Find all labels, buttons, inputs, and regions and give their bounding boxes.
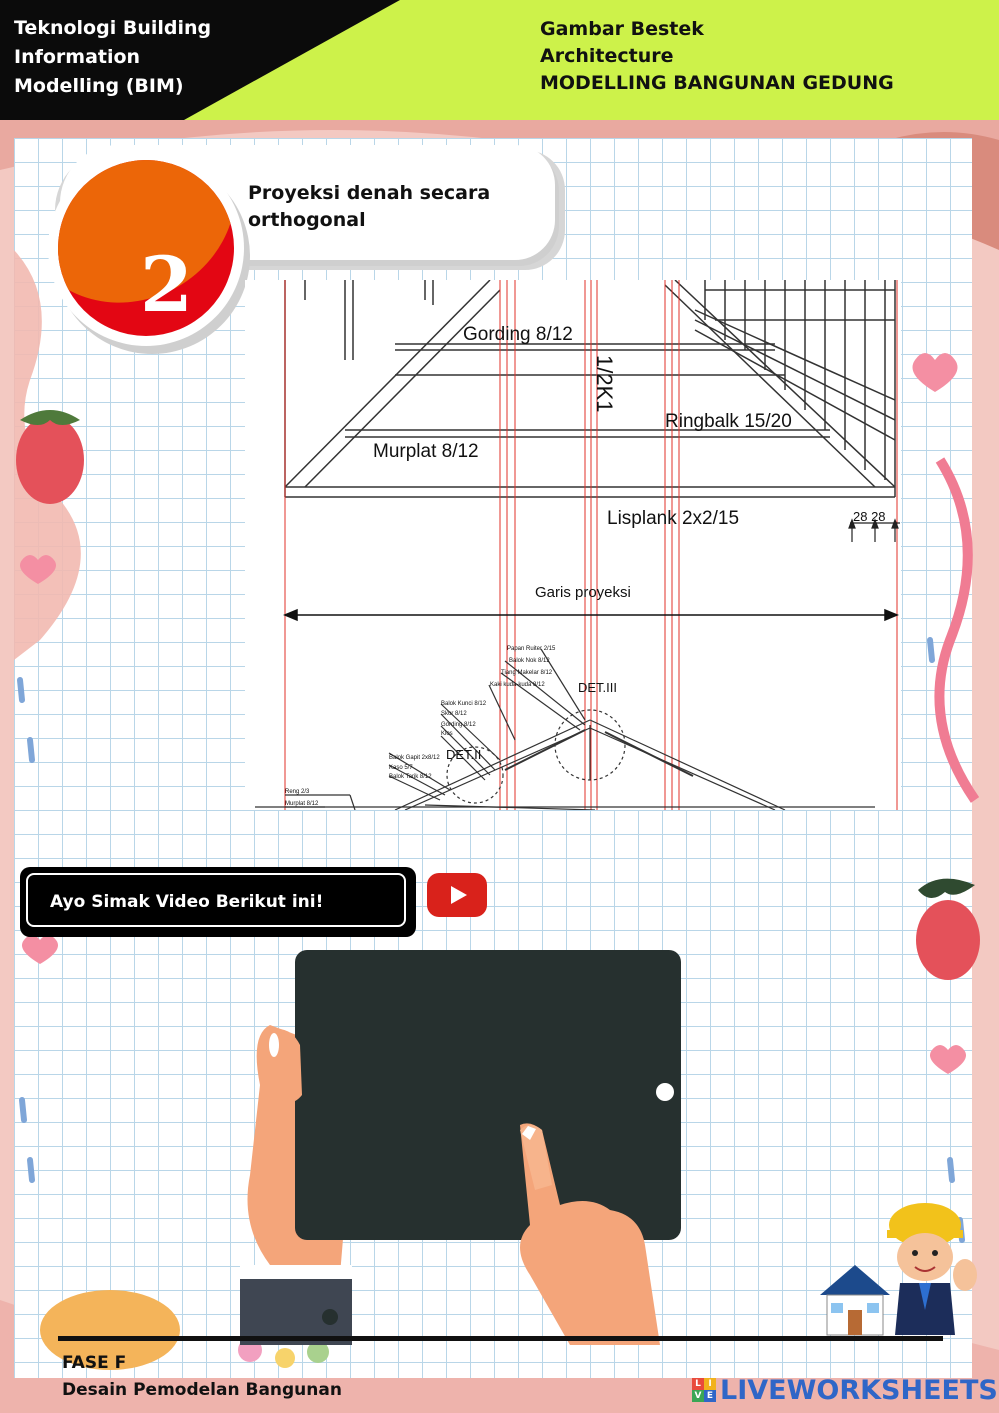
header-right-title xyxy=(540,16,894,97)
tablet-illustration xyxy=(230,945,700,1345)
house-window xyxy=(831,1303,843,1313)
label-det-3: DET.III xyxy=(578,680,618,695)
youtube-play-icon xyxy=(451,886,467,904)
footer-subject: Desain Pemodelan Bangunan xyxy=(62,1380,342,1400)
header-right-line: Gambar Bestek xyxy=(540,18,704,40)
label-dimension: 28 28 xyxy=(853,509,886,524)
logo-letter: E xyxy=(704,1390,716,1402)
footer-text xyxy=(62,1350,342,1404)
header-right-line: Architecture xyxy=(540,45,674,67)
section-title-line: orthogonal xyxy=(248,209,366,231)
truss-section xyxy=(255,649,875,810)
roof-plan-lines xyxy=(285,280,895,497)
video-prompt-text: Ayo Simak Video Berikut ini! xyxy=(26,873,406,927)
label-det-2: DET.II xyxy=(446,747,482,762)
label-murplat: Murplat 8/12 xyxy=(373,441,479,462)
orthogonal-projection-drawing xyxy=(245,280,901,810)
thumbs-up-icon xyxy=(953,1259,977,1291)
header-left-title xyxy=(14,14,211,101)
cuff-button xyxy=(322,1309,338,1325)
header-left-line: Teknologi Building xyxy=(14,17,212,39)
small-label: Skor 8/12 xyxy=(441,711,467,717)
small-label: Klos xyxy=(441,731,453,737)
video-player-tablet[interactable] xyxy=(230,945,700,1345)
house-roof xyxy=(820,1265,890,1295)
footer-phase: FASE F xyxy=(62,1353,127,1373)
small-label: Murplat 8/12 xyxy=(285,801,319,807)
label-ringbalk: Ringbalk 15/20 xyxy=(665,411,792,432)
small-label: Balok Tarik 8/12 xyxy=(389,774,432,780)
tablet-home-button[interactable] xyxy=(656,1083,674,1101)
liveworksheets-wordmark: LIVEWORKSHEETS xyxy=(720,1374,998,1406)
house-door xyxy=(848,1310,862,1335)
section-number: 2 xyxy=(140,240,193,329)
left-cuff xyxy=(240,1265,352,1279)
left-sleeve xyxy=(240,1275,352,1345)
header-banner xyxy=(0,0,999,120)
section-title xyxy=(248,180,538,234)
small-label: Balok Nok 8/12 xyxy=(509,658,550,664)
logo-letter: I xyxy=(704,1378,716,1390)
mascot-face xyxy=(897,1233,953,1281)
video-prompt-label xyxy=(20,867,416,937)
section-title-line: Proyeksi denah secara xyxy=(248,182,491,204)
small-label: Gording 8/12 xyxy=(441,722,476,728)
header-left-line: Modelling (BIM) xyxy=(14,75,184,97)
small-label: Kaso 5/7 xyxy=(389,765,413,771)
engineer-mascot xyxy=(815,1195,985,1340)
small-label: Papan Ruiter 2/15 xyxy=(507,646,556,652)
header-right-line: MODELLING BANGUNAN GEDUNG xyxy=(540,72,894,94)
header-left-line: Information xyxy=(14,46,141,68)
label-garis-proyeksi: Garis proyeksi xyxy=(535,584,631,601)
liveworksheets-icon xyxy=(692,1378,716,1402)
label-lisplank: Lisplank 2x2/15 xyxy=(607,508,740,529)
small-label: Balok Gapit 2x8/12 xyxy=(389,755,440,761)
small-label: Kaki kuda-kuda 8/12 xyxy=(490,682,545,688)
logo-letter: V xyxy=(692,1390,704,1402)
house-window xyxy=(867,1303,879,1313)
liveworksheets-logo[interactable] xyxy=(692,1373,998,1407)
small-label: Reng 2/3 xyxy=(285,789,310,795)
thumb-nail xyxy=(269,1033,279,1057)
small-label: Tiang Makelar 8/12 xyxy=(501,670,553,676)
small-label: Balok Kunci 8/12 xyxy=(441,701,487,707)
label-half-k: 1/2K1 xyxy=(592,355,617,413)
drawing-canvas xyxy=(245,280,901,810)
youtube-play-button[interactable] xyxy=(427,873,487,917)
label-gording: Gording 8/12 xyxy=(463,324,573,345)
footer-divider xyxy=(58,1336,943,1341)
logo-letter: L xyxy=(692,1378,704,1390)
